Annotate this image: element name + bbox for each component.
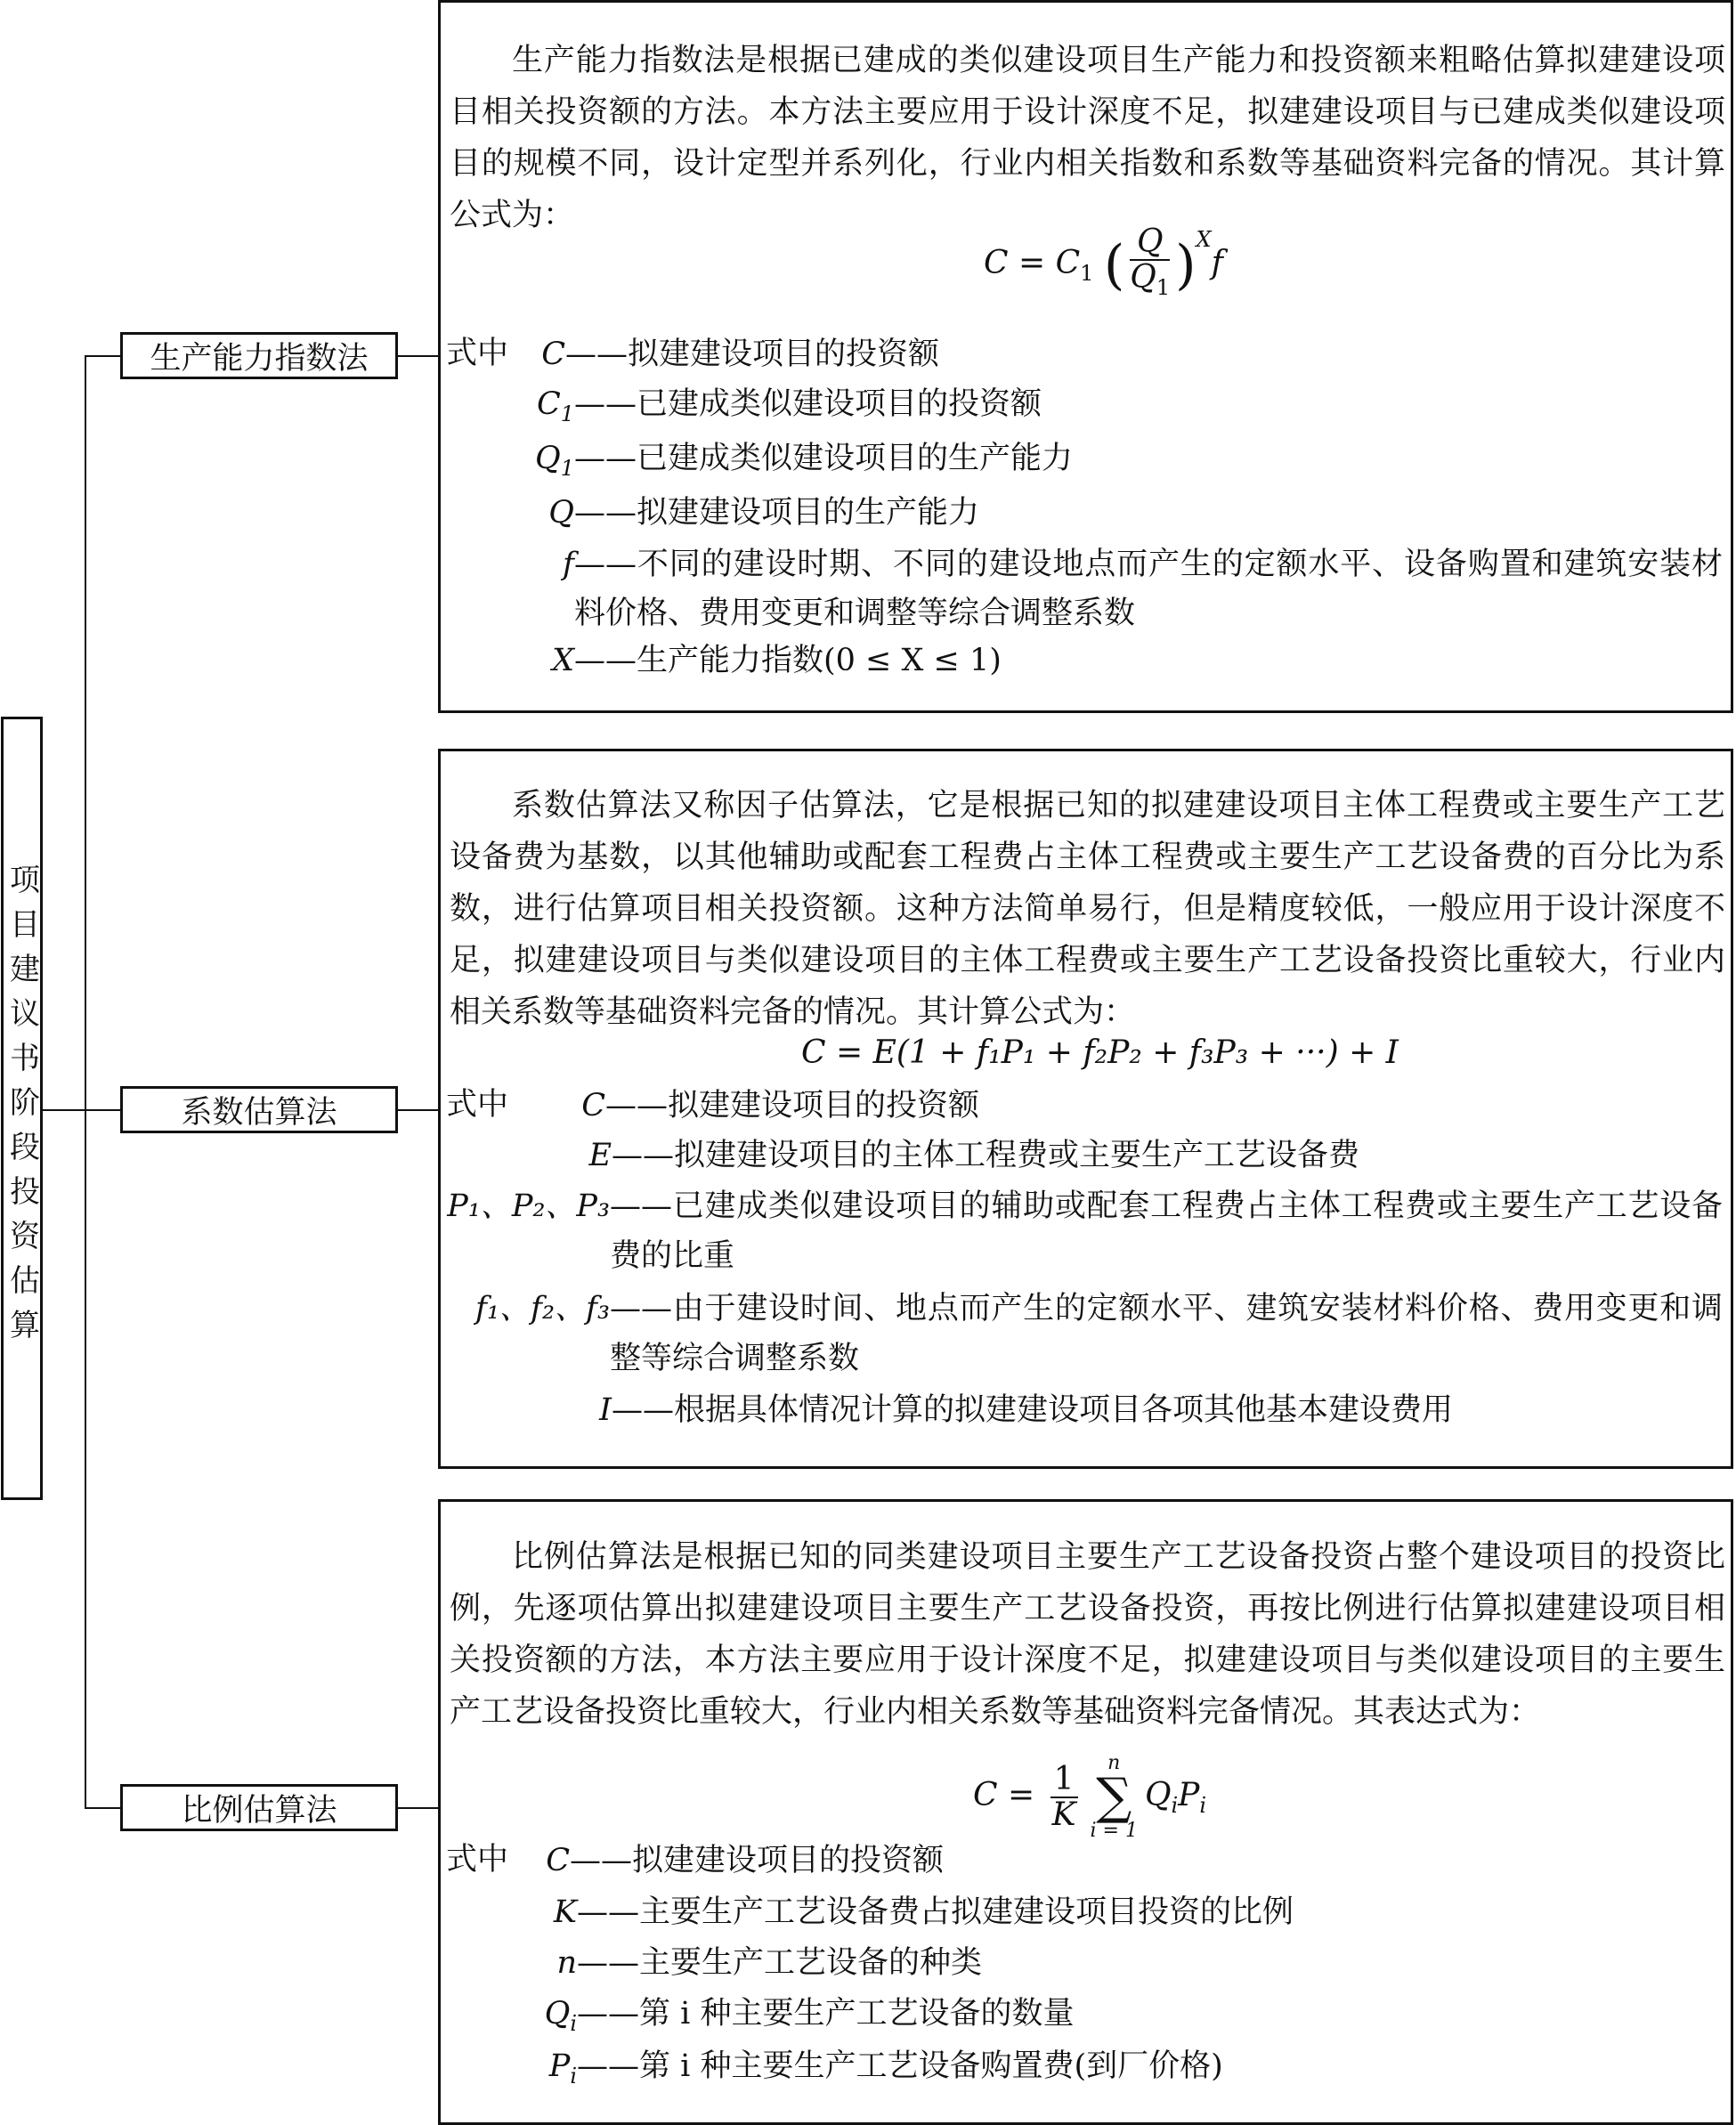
definition-text: ——由于建设时间、地点而产生的定额水平、建筑安装材料价格、费用变更和调整等综合调整系数 (610, 1291, 1723, 1376)
method-label-text: 系数估算法 (181, 1094, 337, 1131)
term-symbol: Q (1144, 1777, 1172, 1813)
left-paren: ( (1103, 234, 1125, 296)
definition-symbol: E (588, 1138, 612, 1173)
definition-text: ——已建成类似建设项目的生产能力 (574, 441, 1074, 476)
formula-intro: 式中 (446, 336, 509, 371)
definition-text: ——主要生产工艺设备的种类 (577, 1945, 983, 1981)
definition-symbol: C (546, 1843, 570, 1878)
definition-text: ——第 i 种主要生产工艺设备购置费(到厂价格) (577, 2048, 1223, 2084)
branch-2-left (85, 1109, 120, 1111)
definition-symbol: $Q_1$ (535, 441, 574, 481)
definition-text: ——根据具体情况计算的拟建建设项目各项其他基本建设费用 (612, 1392, 1454, 1428)
denominator-symbol: Q (1130, 259, 1156, 296)
definition-text: ——拟建建设项目的主体工程费或主要生产工艺设备费 (612, 1138, 1360, 1173)
definition-symbol: n (556, 1945, 577, 1981)
definition-text: ——已建成类似建设项目的辅助或配套工程费占主体工程费或主要生产工艺设备费的比重 (610, 1188, 1723, 1274)
method-label-ratio (120, 1784, 398, 1831)
panel-coefficient (438, 749, 1733, 1469)
definition-symbol: I (599, 1392, 612, 1428)
method-label-capacity-index (120, 332, 398, 379)
formula-lhs: C = C (984, 245, 1081, 281)
sum-lower: i = 1 (1090, 1820, 1138, 1842)
definition-text: ——拟建建设项目的生产能力 (574, 495, 980, 531)
method-description: 比例估算法是根据已知的同类建设项目主要生产工艺设备投资占整个建设项目的投资比例，先逐项估算出拟建建设项目主要生产工艺设备投资，再按比例进行估算拟建建设项目相关投资额的方法，本方法主要应用于设计深度不足，拟建建设项目与类似建设项目的主要生产工艺设备投资比重较大，行业内相关系数等基础资料完备情况。其表达式为： (450, 1539, 1725, 1730)
fraction (1051, 1763, 1078, 1832)
branch-3-left (85, 1807, 120, 1809)
branch-1-left (85, 355, 120, 357)
denominator (1130, 261, 1170, 304)
panel-capacity-index (438, 0, 1733, 713)
trunk-line (85, 355, 86, 1807)
right-paren: ) (1175, 234, 1197, 296)
summation (1091, 1753, 1138, 1842)
fraction (1130, 225, 1170, 304)
definition-symbol: f (563, 547, 574, 582)
method-description: 生产能力指数法是根据已建成的类似建设项目生产能力和投资额来粗略估算拟建建设项目相关投资额的方法。本方法主要应用于设计深度不足，拟建建设项目与已建成类似建设项目的规模不同，设计定型并系列化，行业内相关指数和系数等基础资料完备的情况。其计算公式为： (450, 43, 1725, 233)
definition-symbol: $Q_i$ (544, 1996, 577, 2036)
definition-text: ——拟建建设项目的投资额 (605, 1088, 980, 1123)
definition-symbol: K (553, 1894, 577, 1930)
formula-intro: 式中 (446, 1842, 509, 1878)
root-connector (43, 1109, 85, 1111)
definition-symbol: P₁、P₂、P₃ (447, 1188, 610, 1224)
definition-text: ——拟建建设项目的投资额 (565, 337, 940, 372)
numerator: 1 (1051, 1763, 1078, 1798)
definition-text: ——已建成类似建设项目的投资额 (574, 386, 1042, 422)
denominator: K (1051, 1797, 1076, 1833)
term2-symbol: P (1178, 1777, 1200, 1813)
branch-1-right (398, 355, 438, 357)
method-label-text: 比例估算法 (181, 1792, 337, 1829)
definition-text: ——主要生产工艺设备费占拟建建设项目投资的比例 (577, 1894, 1294, 1930)
definition-symbol: f₁、f₂、f₃ (475, 1291, 610, 1326)
method-label-text: 生产能力指数法 (150, 340, 369, 377)
root-title: 项目建议书阶段投资估算 (4, 864, 40, 1353)
sum-upper: n (1107, 1752, 1121, 1774)
formula (973, 1753, 1206, 1842)
denominator-sub: 1 (1156, 275, 1171, 301)
method-description: 系数估算法又称因子估算法，它是根据已知的拟建建设项目主体工程费或主要生产工艺设备费为基数，以其他辅助或配套工程费占主体工程费或主要生产工艺设备费的百分比为系数，进行估算项目相关投资额。这种方法简单易行，但是精度较低，一般应用于设计深度不足，拟建建设项目与类似建设项目的主体工程费或主要生产工艺设备投资比重较大，行业内相关系数等基础资料完备的情况。其计算公式为： (450, 788, 1725, 1030)
definition-symbol: C (581, 1088, 605, 1123)
definition-symbol: $P_i$ (548, 2048, 577, 2089)
sigma-icon: ∑ (1096, 1768, 1132, 1826)
definition-text: ——生产能力指数(0 ≤ X ≤ 1) (574, 643, 1002, 678)
definition-text: ——拟建建设项目的投资额 (570, 1843, 945, 1878)
formula-tail: f (1211, 245, 1223, 281)
panel-ratio (438, 1499, 1733, 2125)
formula-intro: 式中 (446, 1087, 509, 1123)
definition-symbol: Q (548, 495, 574, 531)
numerator: Q (1130, 225, 1170, 261)
term-sub: i (1171, 1793, 1179, 1819)
formula: C = E(1 + f₁P₁ + f₂P₂ + f₃P₃ + ···) + I (801, 1034, 1399, 1071)
definition-symbol: $C_1$ (536, 386, 574, 426)
exponent: X (1196, 227, 1212, 252)
method-label-coefficient (120, 1086, 398, 1133)
definition-text: ——第 i 种主要生产工艺设备的数量 (577, 1996, 1075, 2032)
branch-3-right (398, 1807, 438, 1809)
branch-2-right (398, 1109, 438, 1111)
root-node (1, 717, 43, 1500)
formula-lhs: C = (973, 1777, 1035, 1813)
formula-sub: 1 (1080, 261, 1094, 287)
term2-sub: i (1199, 1793, 1207, 1819)
formula (984, 222, 1223, 305)
definition-symbol: C (541, 337, 565, 372)
definition-text: ——不同的建设时期、不同的建设地点而产生的定额水平、设备购置和建筑安装材料价格、费用变更和调整等综合调整系数 (574, 547, 1723, 631)
definition-symbol: X (552, 643, 574, 678)
